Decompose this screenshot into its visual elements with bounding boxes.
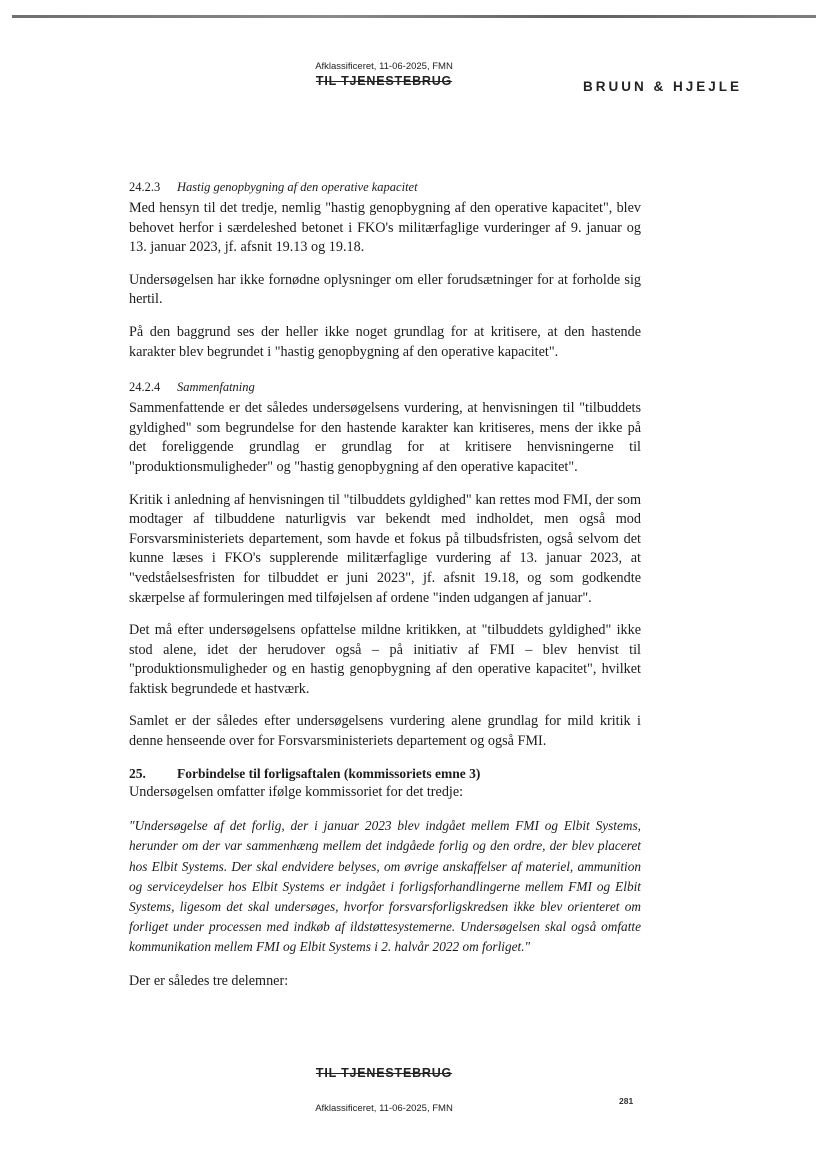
heading-title: Hastig genopbygning af den operative kapacitet (177, 180, 418, 194)
paragraph: Samlet er der således efter undersøgelsens vurdering alene grundlag for mild kritik i denne henseende over for Forsvarsministeriets departement og også FMI. (129, 713, 641, 750)
classification-marking-bottom: TIL TJENESTEBRUG (315, 1066, 453, 1080)
scan-top-edge (12, 15, 816, 18)
heading-25 (129, 764, 641, 783)
heading-title: Sammenfatning (177, 380, 255, 395)
paragraph: Sammenfattende er det således undersøgelsens vurdering, at henvisningen til "tilbuddets gyldighed" som begrundelse for den hastende karakter kan kritiseres, mens der ikke på det foreliggende grundlag er grundlag for at kritisere henvisningerne til "produktionsmuligheder" og "hastig genopbygning af den operative kapacitet". (129, 400, 641, 475)
paragraph: På den baggrund ses der heller ikke noget grundlag for at kritisere, at den hastende karakter blev begrundet i "hastig genopbygning af den operative kapacitet". (129, 323, 641, 360)
classification-marking-top: TIL TJENESTEBRUG (315, 74, 453, 88)
paragraph: Det må efter undersøgelsens opfattelse mildne kritikken, at "tilbuddets gyldighed" ikke stod alene, idet der herudover også – på initiativ af FMI – blev henvist til "produktionsmuligheder og en hastig genopbygning af den operative kapacitet", hvilket faktisk begrundede et hastværk. (129, 622, 641, 697)
mandate-quote: "Undersøgelse af det forlig, der i januar 2023 blev indgået mellem FMI og Elbit Systems, herunder om der var sammenhæng mellem det indgåede forlig og den ordre, der blev placeret hos Elbit Systems. Der skal endvidere belyses, om øvrige anskaffelser af materiel, ammunition og serviceydelser hos Elbit Systems er indgået i forligsforhandlingerne mellem FMI og Elbit Systems, ligesom det skal undersøges, hvorfor forsvarsforligskredsen ikke blev orienteret om forliget under processen med indkøb af ildstøttesystemerne. Undersøgelsen skal også omfatte kommunikation mellem FMI og Elbit Systems i 2. halvår 2022 om forliget." (129, 818, 641, 955)
paragraph: Med hensyn til det tredje, nemlig "hastig genopbygning af den operative kapacitet", blev behovet herfor i særdeleshed betonet i FKO's militærfaglige vurderinger af 9. januar og 13. januar 2023, jf. afsnit 19.13 og 19.18. (129, 200, 641, 256)
heading-24-2-4 (129, 378, 641, 396)
heading-24-2-3 (129, 178, 641, 196)
heading-title: Forbindelse til forligsaftalen (kommissoriets emne 3) (177, 765, 481, 781)
heading-number: 24.2.3 (129, 180, 161, 194)
paragraph: Kritik i anledning af henvisningen til "tilbuddets gyldighed" kan rettes mod FMI, der som modtager af tilbuddene naturligvis var bekendt med indholdet, men også mod Forsvarsministeriets departement, som havde et fokus på tilbudsfristen, også selvom det kunne læses i FKO's supplerende militærfaglige vurdering af 13. januar 2023, at "vedståelsesfristen for tilbuddet er juni 2023", jf. afsnit 19.18, og som godkendte skærpelse af formuleringen med tilføjelsen af ordene "inden udgangen af januar". (129, 491, 641, 606)
declassification-stamp-top: Afklassificeret, 11-06-2025, FMN (315, 61, 453, 72)
declassification-stamp-bottom: Afklassificeret, 11-06-2025, FMN (315, 1103, 453, 1114)
page-number: 281 (619, 1096, 634, 1106)
paragraph: Undersøgelsen omfatter ifølge kommissoriet for det tredje: (129, 783, 464, 800)
paragraph: Der er således tre delemner: (129, 972, 289, 989)
heading-number: 25. (129, 765, 146, 781)
paragraph: Undersøgelsen har ikke fornødne oplysninger om eller forudsætninger for at forholde sig hertil. (129, 271, 641, 308)
firm-logo: BRUUN & HJEJLE (582, 79, 742, 94)
page-body (129, 178, 641, 991)
heading-number: 24.2.4 (129, 380, 161, 395)
